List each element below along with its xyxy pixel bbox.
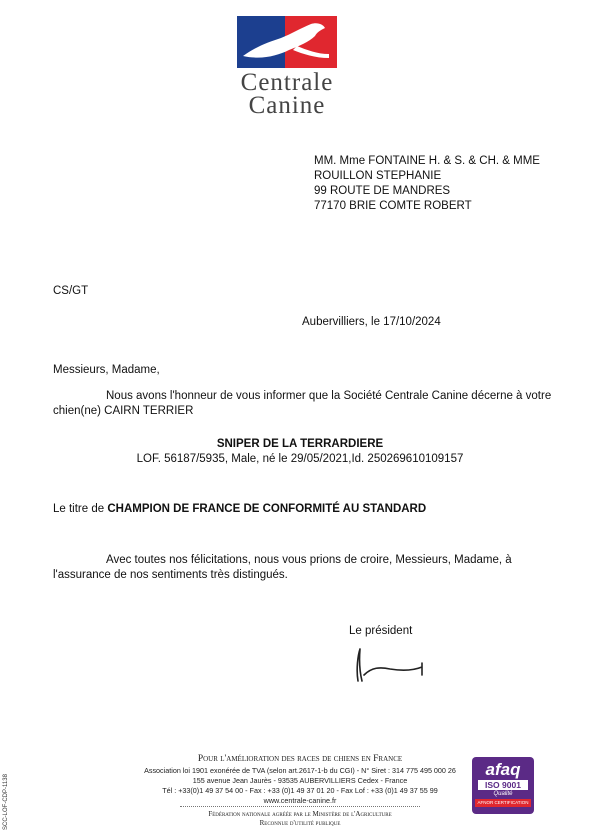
footer-line-3: Tél : +33(0)1 49 37 54 00 - Fax : +33 (0)1 49 37 01 20 - Fax Lof : +33 (0)1 49 37 55 99 [162,786,438,795]
afaq-brand: afaq [485,760,521,779]
footer-federation [120,810,480,828]
logo-wordmark [220,69,354,119]
footer-address-block [120,766,480,806]
recipient-line: 99 ROUTE DE MANDRES [314,185,451,197]
recipient-line: MM. Mme FONTAINE H. & S. & CH. & MME [314,155,540,167]
centrale-canine-logo [237,16,337,68]
place-date: Aubervilliers, le 17/10/2024 [302,316,441,328]
footer-website[interactable]: www.centrale-canine.fr [263,796,337,805]
footer-line-2: 155 avenue Jean Jaurès - 93535 AUBERVILLIERS Cedex - France [192,776,408,785]
logo-word-centrale: Centrale [240,69,334,96]
recipient-line: ROUILLON STEPHANIE [314,170,442,182]
salutation: Messieurs, Madame, [53,364,160,376]
side-code: SCC-LOF-CDP-1138 [3,774,9,830]
quality-label: Qualité [493,791,513,797]
signatory-title: Le président [349,625,413,637]
closing-line-1: Avec toutes nos félicitations, nous vous prions de croire, Messieurs, Madame, à [106,554,512,566]
footer-divider [180,806,420,807]
dog-details: LOF. 56187/5935, Male, né le 29/05/2021,Id. 250269610109157 [136,453,464,465]
federation-line: Fédération nationale agréée par le Ministère de l'Agriculture [208,810,392,818]
afnor-certification: AFNOR CERTIFICATION [475,799,531,807]
footer-motto: Pour l'amélioration des races de chiens en France [197,754,403,764]
dog-emblem-icon [237,16,337,68]
closing-line-2: l'assurance de nos sentiments très distingués. [53,569,288,581]
recipient-line: 77170 BRIE COMTE ROBERT [314,200,472,212]
intro-line-1: Nous avons l'honneur de vous informer que la Société Centrale Canine décerne à votre [106,390,552,402]
title-award [53,502,426,517]
logo-word-canine: Canine [248,92,326,119]
reference-code: CS/GT [53,285,89,297]
title-prefix: Le titre de [53,503,105,515]
public-utility-line: Reconnue d'utilité publique [259,819,341,827]
intro-line-2: chien(ne) CAIRN TERRIER [53,405,194,417]
recipient-address [314,154,540,214]
afaq-iso-badge [472,757,534,814]
dog-name: SNIPER DE LA TERRARDIERE [216,438,384,450]
signature [350,645,430,685]
title-name: CHAMPION DE FRANCE DE CONFORMITÉ AU STANDARD [107,503,427,515]
footer-line-1: Association loi 1901 exonérée de TVA (selon art.2617-1-b du CGI) - N° Siret : 314 775 495 000 26 [144,766,456,775]
iso-standard: ISO 9001 [478,780,528,790]
